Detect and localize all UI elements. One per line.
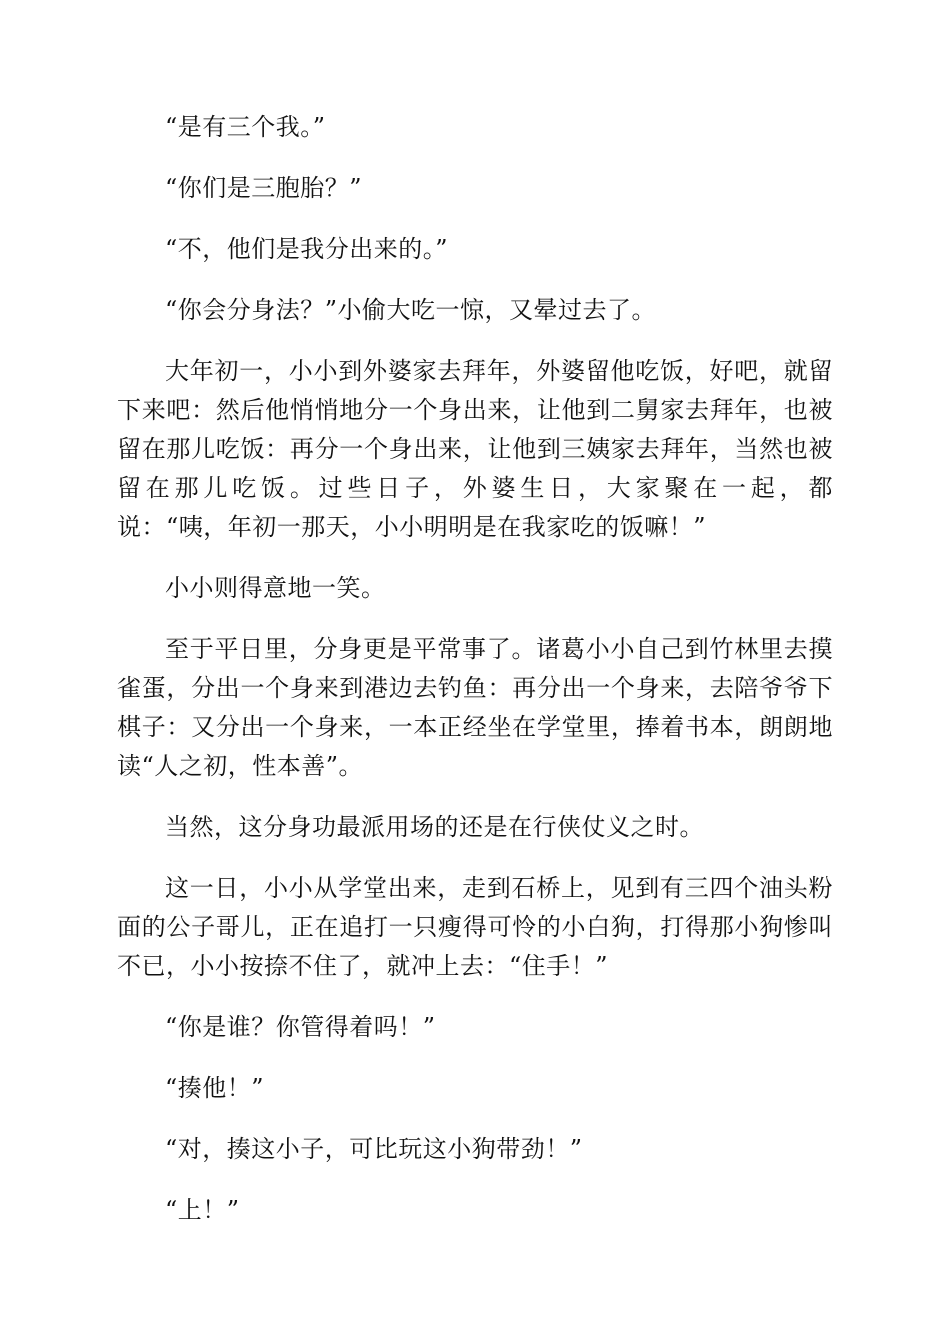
paragraph: 至于平日里，分身更是平常事了。诸葛小小自己到竹林里去摸雀蛋，分出一个身来到港边去钓鱼：再分出一个身来，去陪爷爷下棋子：又分出一个身来，一本正经坐在学堂里，捧着书本，朗朗地读“人之初，性本善”。 <box>117 635 833 780</box>
paragraph: “你会分身法？”小偷大吃一惊，又晕过去了。 <box>165 296 657 324</box>
paragraph: “你是谁？你管得着吗！” <box>165 1013 436 1041</box>
paragraph: “不，他们是我分出来的。” <box>165 235 449 263</box>
paragraph: “对，揍这小子，可比玩这小狗带劲！” <box>165 1135 583 1163</box>
paragraph: “上！” <box>165 1196 240 1224</box>
paragraph: “是有三个我。” <box>165 113 326 141</box>
paragraph: 大年初一，小小到外婆家去拜年，外婆留他吃饭，好吧，就留下来吧：然后他悄悄地分一个身出来，让他到二舅家去拜年，也被留在那儿吃饭：再分一个身出来，让他到三姨家去拜年，当然也被留在那儿吃饭。过些日子，外婆生日，大家聚在一起，都说：“咦，年初一那天，小小明明是在我家吃的饭嘛！” <box>117 357 833 541</box>
paragraph: “你们是三胞胎？” <box>165 174 363 202</box>
paragraph: 小小则得意地一笑。 <box>165 574 386 602</box>
paragraph: “揍他！” <box>165 1074 265 1102</box>
paragraph: 当然，这分身功最派用场的还是在行侠仗义之时。 <box>165 813 704 841</box>
paragraph: 这一日，小小从学堂出来，走到石桥上，见到有三四个油头粉面的公子哥儿，正在追打一只瘦得可怜的小白狗，打得那小狗惨叫不已，小小按捺不住了，就冲上去：“住手！” <box>117 874 833 980</box>
body-text <box>117 108 833 1252</box>
